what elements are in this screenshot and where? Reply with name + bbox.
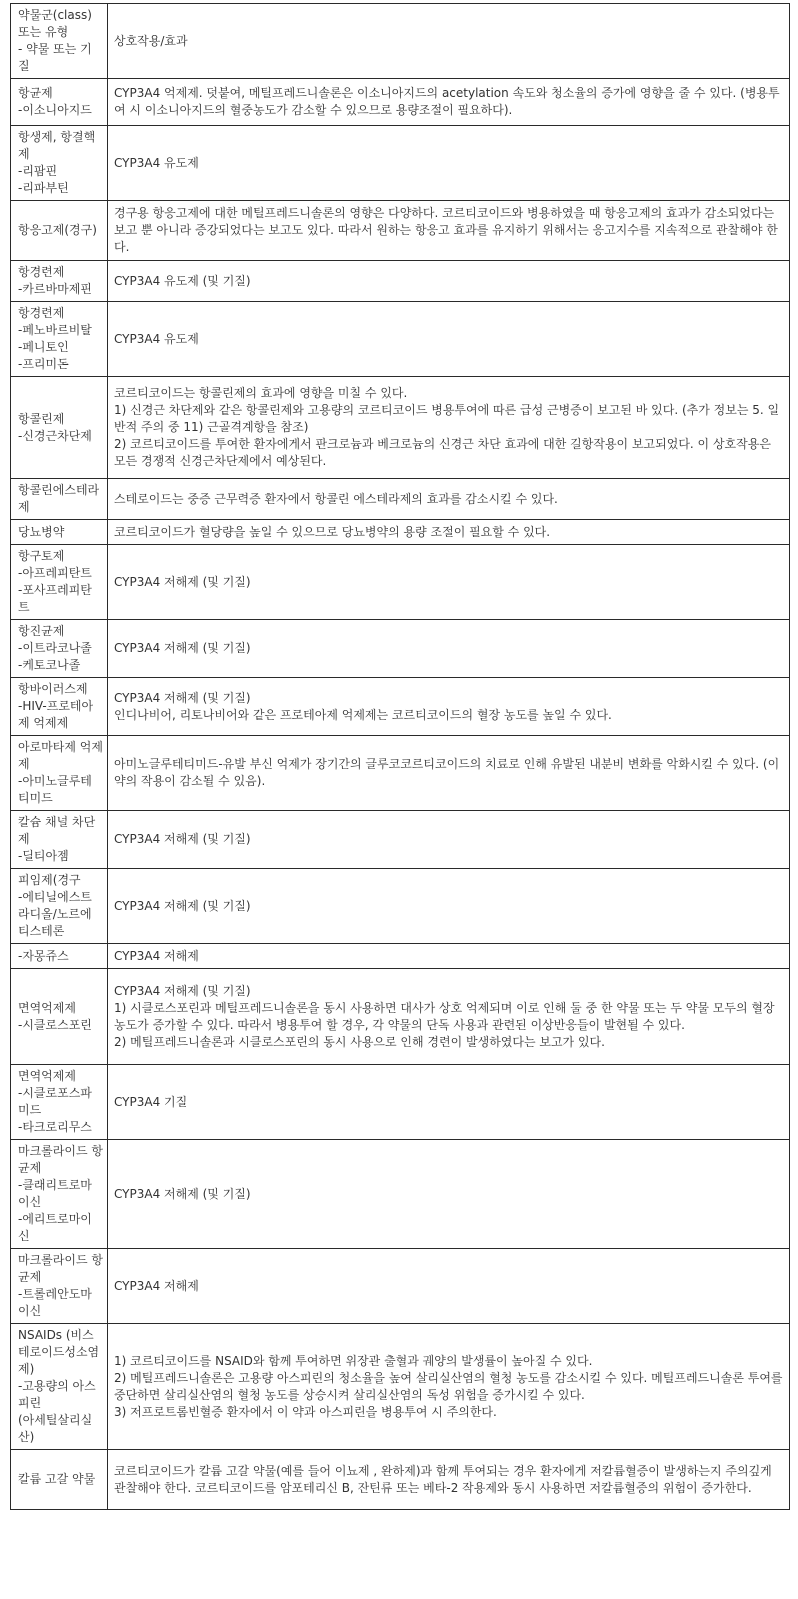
header-drug-class <box>11 4 108 79</box>
interaction-text: CYP3A4 저해제 (및 기질) <box>114 898 251 913</box>
interaction-text: 아미노글루테티미드-유발 부신 억제가 장기간의 글루코코르티코이드의 치료로 인해 유발된 내분비 변화를 악화시킬 수 있다. (이 약의 작용이 감소될 수 있음). <box>114 757 784 788</box>
interaction-text: 스테로이드는 중증 근무력증 환자에서 항콜린 에스테라제의 효과를 감소시킬 수 있다. <box>114 491 558 506</box>
drug-class-text: 항균제 -이소니아지드 <box>18 86 92 117</box>
interaction-text: 2) 코르티코이드를 투여한 환자에게서 판크로늄과 베크로늄의 신경근 차단 효과에 대한 길항작용이 보고되었다. 이 상호작용은 모든 경쟁적 신경근차단제에서 예상된다. <box>114 437 775 468</box>
drug-class-cell <box>11 545 108 620</box>
interaction-text: CYP3A4 저해제 (및 기질) <box>114 690 251 705</box>
drug-class-cell <box>11 678 108 736</box>
interaction-cell <box>108 261 790 302</box>
interaction-cell <box>108 678 790 736</box>
table-row <box>11 302 790 377</box>
table-row <box>11 620 790 678</box>
interaction-text: 경구용 항응고제에 대한 메틸프레드니솔론의 영향은 다양하다. 코르티코이드와 병용하였을 때 항응고제의 효과가 감소되었다는 보고 뿐 아니라 증강되었다는 보고도 있다. 따라서 원하는 항응고 효과를 유지하기 위해서는 응고지수를 지속적으로 관찰해야 한다. <box>114 206 778 254</box>
drug-class-text: 항경련제 -카르바마제핀 <box>18 265 92 296</box>
interaction-cell <box>108 969 790 1065</box>
drug-class-cell <box>11 620 108 678</box>
interaction-text: CYP3A4 저해제 <box>114 948 199 963</box>
interaction-cell <box>108 1140 790 1249</box>
drug-interaction-table <box>10 3 790 1510</box>
interaction-cell <box>108 1249 790 1324</box>
table-row <box>11 736 790 811</box>
drug-class-text: 마크롤라이드 항균제 -트롤레안도마이신 <box>18 1253 103 1318</box>
drug-class-cell <box>11 302 108 377</box>
table-row <box>11 1249 790 1324</box>
header-interaction-text: 상호작용/효과 <box>114 33 188 48</box>
table-row <box>11 1324 790 1450</box>
interaction-text: CYP3A4 유도제 <box>114 155 199 170</box>
table-row <box>11 545 790 620</box>
interaction-cell <box>108 1065 790 1140</box>
drug-class-cell <box>11 1324 108 1450</box>
drug-class-cell <box>11 261 108 302</box>
drug-class-cell <box>11 1450 108 1510</box>
interaction-cell <box>108 736 790 811</box>
table-row <box>11 969 790 1065</box>
table-row <box>11 1140 790 1249</box>
table-header-row <box>11 4 790 79</box>
drug-class-cell <box>11 869 108 944</box>
drug-class-text: 항생제, 항결핵제 -리팜핀 -리파부틴 <box>18 130 96 195</box>
drug-class-cell <box>11 479 108 520</box>
table-row <box>11 479 790 520</box>
interaction-text: 코르티코이드가 혈당량을 높일 수 있으므로 당뇨병약의 용량 조절이 필요할 수 있다. <box>114 524 551 539</box>
drug-class-text: 면역억제제 -시클로포스파미드 -타크로리무스 <box>18 1069 92 1134</box>
header-interaction <box>108 4 790 79</box>
interaction-text: 인디나비어, 리토나비어와 같은 프로테아제 억제제는 코르티코이드의 혈장 농도를 높일 수 있다. <box>114 707 612 722</box>
interaction-text: CYP3A4 저해제 (및 기질) <box>114 1186 251 1201</box>
table-row <box>11 201 790 261</box>
interaction-cell <box>108 869 790 944</box>
interaction-text: CYP3A4 저해제 (및 기질) <box>114 574 251 589</box>
table-row <box>11 520 790 545</box>
table-row <box>11 1065 790 1140</box>
table-row <box>11 869 790 944</box>
interaction-cell <box>108 479 790 520</box>
interaction-text: 코르티코이드가 칼륨 고갈 약물(예를 들어 이뇨제 , 완하제)과 함께 투여되는 경우 환자에게 저칼륨혈증이 발생하는지 주의깊게 관찰해야 한다. 코르티코이드를 암포테리신 B, 잔틴류 또는 베타-2 작용제와 동시 사용하면 저칼륨혈증의 위험이 증가한다. <box>114 1463 776 1495</box>
drug-class-text: 아로마타제 억제제 -아미노글루테티미드 <box>18 740 103 805</box>
table-row <box>11 1450 790 1510</box>
table-row <box>11 79 790 126</box>
drug-class-text: 피임제(경구 -에티닐에스트라디올/노르에티스테론 <box>18 873 92 938</box>
table-row <box>11 126 790 201</box>
drug-class-text: -자몽쥬스 <box>18 948 69 963</box>
interaction-text: 2) 메틸프레드니솔론은 고용량 아스피린의 청소율을 높여 살리실산염의 혈청 농도를 감소시킬 수 있다. 메틸프레드니솔론 투여를 중단하면 살리실산염의 혈청 농도를 상승시켜 살리실산염의 독성 위험을 증가시킬 수 있다. <box>114 1370 787 1402</box>
drug-class-cell <box>11 969 108 1065</box>
interaction-text: CYP3A4 기질 <box>114 1094 188 1109</box>
interaction-cell <box>108 201 790 261</box>
interaction-text: 1) 코르티코이드를 NSAID와 함께 투여하면 위장관 출혈과 궤양의 발생률이 높아질 수 있다. <box>114 1353 593 1368</box>
interaction-text: CYP3A4 저해제 (및 기질) <box>114 983 251 998</box>
drug-class-text: 항바이러스제 -HIV-프로테아제 억제제 <box>18 682 94 730</box>
drug-class-cell <box>11 201 108 261</box>
drug-class-text: 칼륨 고갈 약물 <box>18 1472 96 1486</box>
interaction-cell <box>108 545 790 620</box>
interaction-text: CYP3A4 유도제 (및 기질) <box>114 273 251 288</box>
interaction-cell <box>108 1450 790 1510</box>
drug-class-cell <box>11 1249 108 1324</box>
drug-class-text: 항콜린에스테라제 <box>18 483 100 514</box>
table-row <box>11 678 790 736</box>
interaction-text: CYP3A4 저해제 <box>114 1278 199 1293</box>
drug-class-cell <box>11 79 108 126</box>
interaction-cell <box>108 811 790 869</box>
interaction-cell <box>108 520 790 545</box>
interaction-text: 3) 저프로트롬빈혈증 환자에서 이 약과 아스피린을 병용투여 시 주의한다. <box>114 1404 497 1419</box>
interaction-cell <box>108 79 790 126</box>
drug-class-text: 면역억제제 -시클로스포린 <box>18 1000 92 1032</box>
drug-class-text: 칼슘 채널 차단제 -딜티아젬 <box>18 815 96 863</box>
drug-class-text: 항구토제 -아프레피탄트 -포사프레피탄트 <box>18 549 92 614</box>
drug-class-cell <box>11 811 108 869</box>
interaction-text: 1) 시클로스포린과 메틸프레드니솔론을 동시 사용하면 대사가 상호 억제되며 이로 인해 둘 중 한 약물 또는 두 약물 모두의 혈장 농도가 증가할 수 있다. 따라서 병용투여 할 경우, 각 약물의 단독 사용과 관련된 이상반응들이 발현될 수 있다. <box>114 1000 779 1032</box>
table-row <box>11 944 790 969</box>
drug-class-text: 항경련제 -페노바르비탈 -페니토인 -프리미돈 <box>18 306 92 371</box>
interaction-cell <box>108 377 790 479</box>
drug-class-text: 항진균제 -이트라코나졸 -케토코나졸 <box>18 624 92 672</box>
drug-class-cell <box>11 520 108 545</box>
drug-class-text: 마크롤라이드 항균제 -클래리트로마이신 -에리트로마이신 <box>18 1144 103 1243</box>
drug-class-cell <box>11 1065 108 1140</box>
interaction-cell <box>108 126 790 201</box>
drug-class-text: NSAIDs (비스테로이드성소염제) -고용량의 아스피린 (아세틸살리실산) <box>18 1328 100 1444</box>
interaction-text: 1) 신경근 차단제와 같은 항콜린제와 고용량의 코르티코이드 병용투여에 따른 급성 근병증이 보고된 바 있다. (추가 정보는 5. 일반적 주의 중 11) 근골격계항을 참조) <box>114 403 780 434</box>
interaction-cell <box>108 620 790 678</box>
drug-class-text: 항응고제(경구) <box>18 223 97 237</box>
table-row <box>11 377 790 479</box>
interaction-text: CYP3A4 억제제. 덧붙여, 메틸프레드니솔론은 이소니아지드의 acetylation 속도와 청소율의 증가에 영향을 줄 수 있다. (병용투여 시 이소니아지드의 혈중농도가 감소할 수 있으므로 용량조절이 필요하다). <box>114 86 780 117</box>
interaction-cell <box>108 302 790 377</box>
table-row <box>11 811 790 869</box>
interaction-text: 코르티코이드는 항콜린제의 효과에 영향을 미칠 수 있다. <box>114 386 408 400</box>
interaction-cell <box>108 1324 790 1450</box>
drug-class-cell <box>11 944 108 969</box>
header-drug-class-text: 약물군(class) 또는 유형 - 약물 또는 기질 <box>18 8 92 73</box>
table-row <box>11 261 790 302</box>
drug-class-cell <box>11 377 108 479</box>
interaction-cell <box>108 944 790 969</box>
interaction-text: CYP3A4 저해제 (및 기질) <box>114 832 251 846</box>
interaction-text: 2) 메틸프레드니솔론과 시클로스포린의 동시 사용으로 인해 경련이 발생하였다는 보고가 있다. <box>114 1034 605 1049</box>
drug-class-text: 당뇨병약 <box>18 524 65 539</box>
drug-class-text: 항콜린제 -신경근차단제 <box>18 411 92 443</box>
drug-class-cell <box>11 126 108 201</box>
interaction-text: CYP3A4 저해제 (및 기질) <box>114 641 251 655</box>
interaction-text: CYP3A4 유도제 <box>114 331 199 346</box>
drug-class-cell <box>11 1140 108 1249</box>
drug-class-cell <box>11 736 108 811</box>
